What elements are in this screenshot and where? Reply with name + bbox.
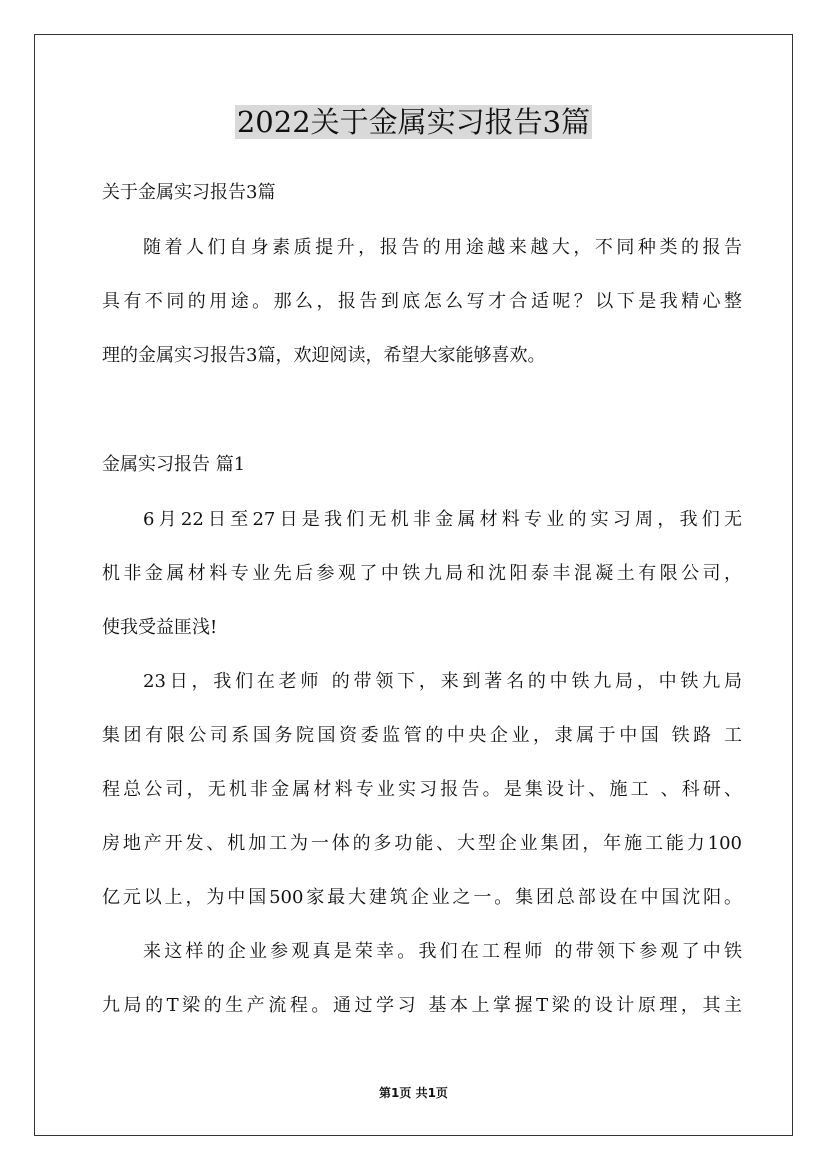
para3-line-2: 九局的T梁的生产流程。通过学习 基本上掌握T梁的设计原理，其主 <box>102 995 742 1016</box>
para1-line-1: 6月22日至27日是我们无机非金属材料专业的实习周，我们无 <box>143 509 742 530</box>
para2-line-1: 23日，我们在老师 的带领下，来到著名的中铁九局，中铁九局 <box>143 671 742 692</box>
para1-line-3: 使我受益匪浅! <box>102 617 218 638</box>
intro-line-2: 具有不同的用途。那么，报告到底怎么写才合适呢？以下是我精心整 <box>102 291 742 312</box>
intro-line-1: 随着人们自身素质提升，报告的用途越来越大，不同种类的报告 <box>143 237 742 258</box>
para1-line-2: 机非金属材料专业先后参观了中铁九局和沈阳泰丰混凝土有限公司， <box>102 563 742 584</box>
document-subtitle: 关于金属实习报告3篇 <box>102 182 276 203</box>
para2-line-5: 亿元以上，为中国500家最大建筑企业之一。集团总部设在中国沈阳。 <box>102 887 742 908</box>
document-title-text: 2022关于金属实习报告3篇 <box>236 105 591 139</box>
para2-line-4: 房地产开发、机加工为一体的多功能、大型企业集团，年施工能力100 <box>102 833 742 854</box>
para2-line-3: 程总公司，无机非金属材料专业实习报告。是集设计、施工 、科研、 <box>102 779 742 800</box>
para2-line-2: 集团有限公司系国务院国资委监管的中央企业，隶属于中国 铁路 工 <box>102 725 742 746</box>
intro-line-3: 理的金属实习报告3篇，欢迎阅读，希望大家能够喜欢。 <box>102 345 546 366</box>
page-number-label: 第1页 共1页 <box>379 1086 448 1100</box>
page-footer <box>0 1085 827 1101</box>
section-heading: 金属实习报告 篇1 <box>102 454 246 475</box>
para3-line-1: 来这样的企业参观真是荣幸。我们在工程师 的带领下参观了中铁 <box>143 941 742 962</box>
document-title <box>0 100 827 144</box>
